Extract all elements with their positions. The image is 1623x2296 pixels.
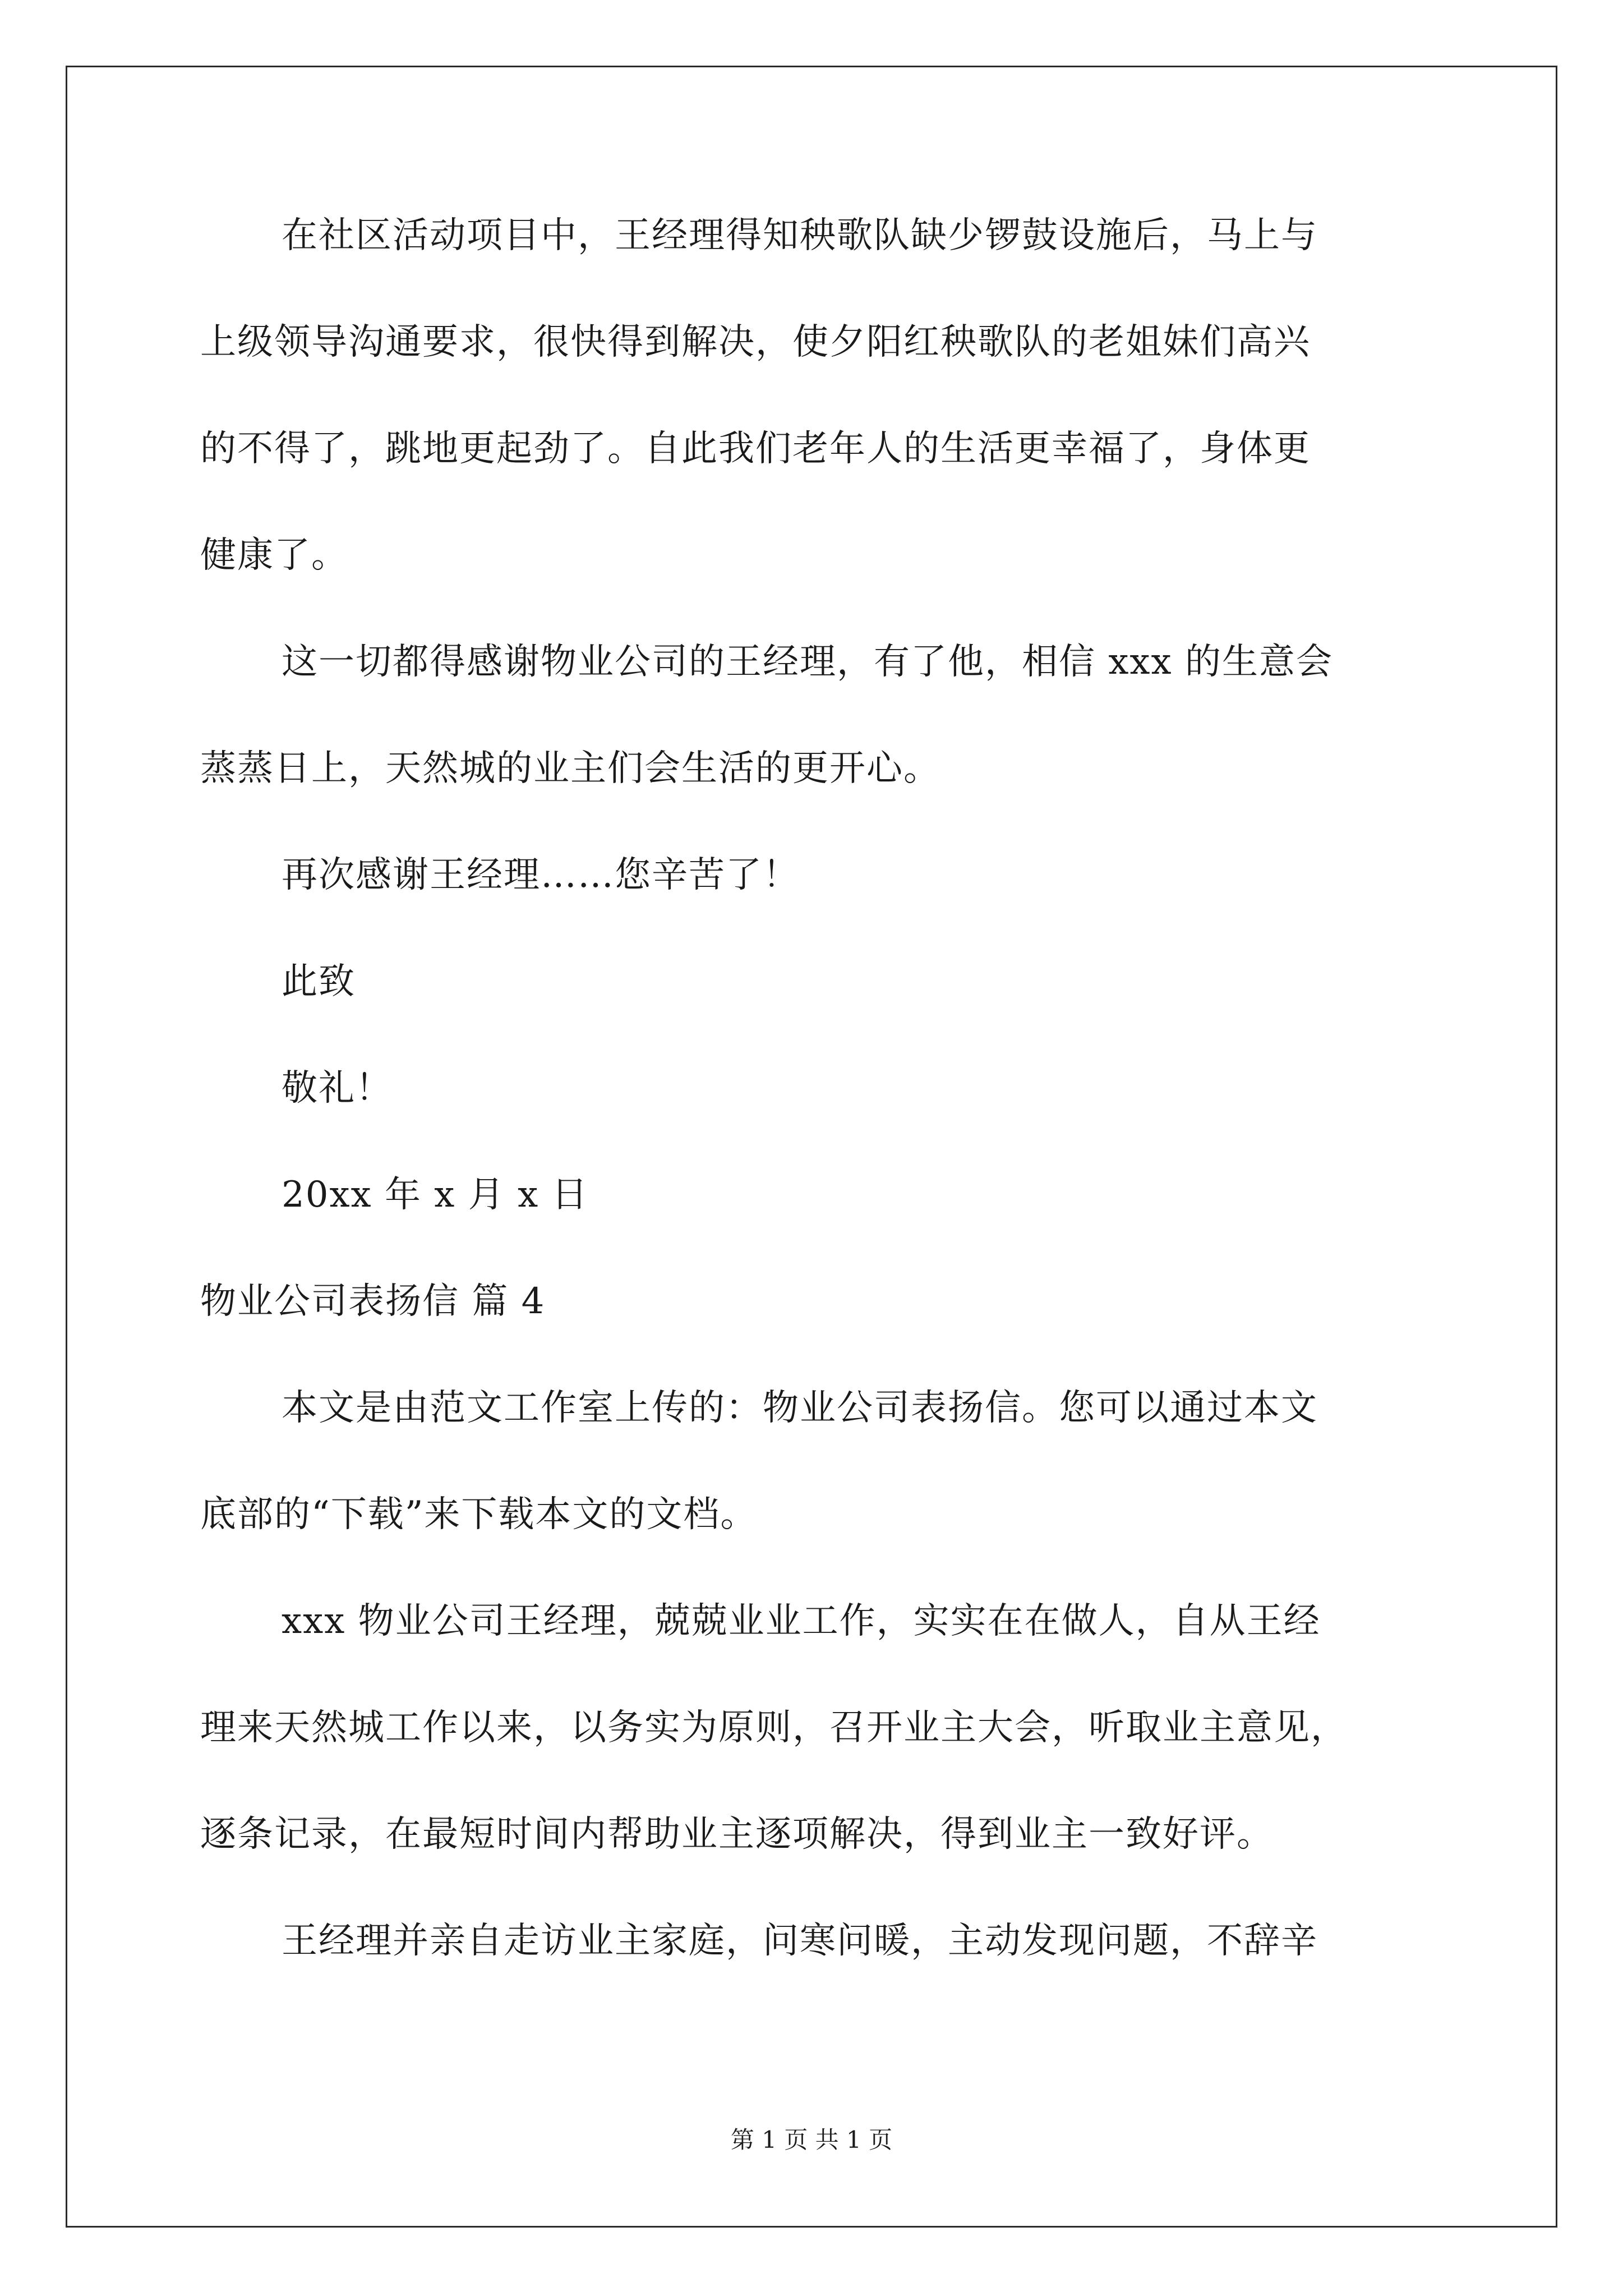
letter-date: 20xx 年 x 月 x 日 — [282, 1174, 589, 1216]
paragraph-line: 逐条记录，在最短时间内帮助业主逐项解决，得到业主一致好评。 — [200, 1814, 1274, 1855]
paragraph-line: xxx 物业公司王经理，兢兢业业工作，实实在在做人，自从王经 — [282, 1600, 1321, 1642]
paragraph-line: 这一切都得感谢物业公司的王经理，有了他，相信 xxx 的生意会 — [282, 641, 1333, 683]
closing-regards: 敬礼！ — [282, 1068, 393, 1109]
paragraph-line: 再次感谢王经理……您辛苦了！ — [282, 854, 800, 896]
page-number: 第 1 页 共 1 页 — [730, 2126, 893, 2154]
paragraph-line: 健康了。 — [200, 535, 348, 576]
paragraph-line: 底部的“下载”来下载本文的文档。 — [200, 1494, 758, 1535]
paragraph-line: 上级领导沟通要求，很快得到解决，使夕阳红秧歌队的老姐妹们高兴 — [200, 321, 1311, 363]
paragraph-line: 在社区活动项目中，王经理得知秧歌队缺少锣鼓设施后，马上与 — [282, 215, 1318, 256]
paragraph-line: 的不得了，跳地更起劲了。自此我们老年人的生活更幸福了，身体更 — [200, 428, 1311, 470]
paragraph-line: 王经理并亲自走访业主家庭，问寒问暖，主动发现问题，不辞辛 — [282, 1920, 1318, 1962]
section-heading: 物业公司表扬信 篇 4 — [200, 1281, 546, 1322]
paragraph-line: 本文是由范文工作室上传的：物业公司表扬信。您可以通过本文 — [282, 1387, 1318, 1429]
page-border — [66, 66, 1557, 2228]
paragraph-line: 理来天然城工作以来，以务实为原则，召开业主大会，听取业主意见， — [200, 1707, 1348, 1749]
closing-salutation: 此致 — [282, 961, 356, 1002]
paragraph-line: 蒸蒸日上，天然城的业主们会生活的更开心。 — [200, 748, 940, 789]
